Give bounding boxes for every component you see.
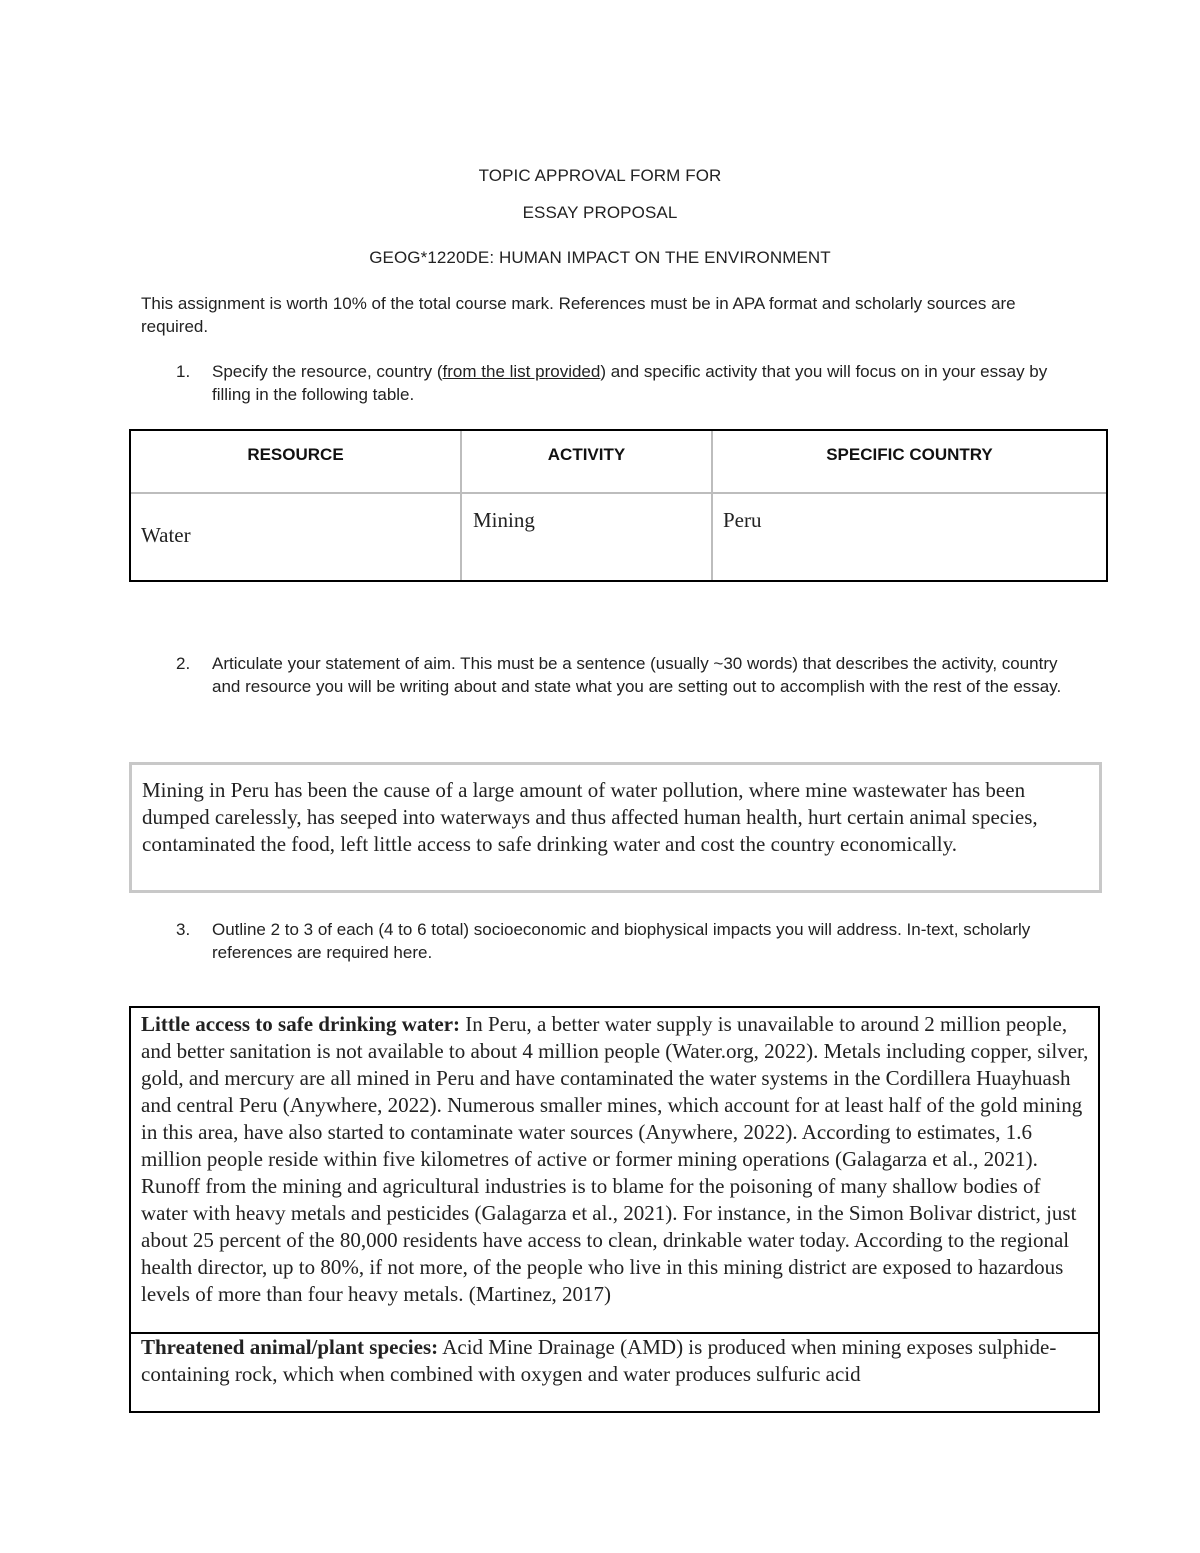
header-activity: ACTIVITY [547,445,626,464]
header-resource: RESOURCE [247,445,344,464]
question-3 [176,918,1076,964]
impact-heading: Threatened animal/plant species: [141,1335,439,1359]
question-3-number: 3. [176,920,191,939]
question-1-text-after: ) and specific activity that you will focus on in your essay by filling in the following table. [212,362,1048,404]
impact-body: Acid Mine Drainage (AMD) is produced when mining exposes sulphide-containing rock, which when combined with oxygen and water produces sulfuric acid [141,1335,1057,1386]
resource-table [129,429,1108,582]
question-1-text-before: Specify the resource, country ( [212,362,443,381]
impact-drinking-water [141,1011,1091,1308]
impact-heading: Little access to safe drinking water: [141,1012,461,1036]
form-title-line1: TOPIC APPROVAL FORM FOR [478,166,722,185]
header-specific-country: SPECIFIC COUNTRY [826,445,993,464]
question-1-number: 1. [176,362,191,381]
question-3-text: Outline 2 to 3 of each (4 to 6 total) socioeconomic and biophysical impacts you will address. In-text, scholarly references are required here. [212,920,1031,962]
course-title: GEOG*1220DE: HUMAN IMPACT ON THE ENVIRONMENT [369,248,831,267]
cell-country: Peru [723,508,762,532]
form-title-line2: ESSAY PROPOSAL [522,203,678,222]
cell-activity: Mining [473,508,535,532]
country-list-reference: from the list provided [442,362,601,381]
impact-body: In Peru, a better water supply is unavailable to around 2 million people, and better sanitation is not available to about 4 million people (Water.org, 2022). Metals including copper, silver, gold, and mercury are all mined in Peru and have contaminated the water systems in the Cordillera Huayhuash and central Peru (Anywhere, 2022). Numerous smaller mines, which account for at least half of the gold mining in this area, have also started to contaminate water sources (Anywhere, 2022). According to estimates, 1.6 million people reside within five kilometres of active or former mining operations (Galagarza et al., 2021). Runoff from the mining and agricultural industries is to blame for the poisoning of many shallow bodies of water with heavy metals and pesticides (Galagarza et al., 2021). For instance, in the Simon Bolivar district, just about 25 percent of the 80,000 residents have access to clean, drinkable water today. According to the regional health director, up to 80%, if not more, of the people who live in this mining district are exposed to hazardous levels of more than four heavy metals. (Martinez, 2017) [141,1012,1089,1306]
question-2-number: 2. [176,654,191,673]
aim-statement-box [129,762,1102,893]
aim-statement-text: Mining in Peru has been the cause of a large amount of water pollution, where mine wastewater has been dumped carelessly, has seeped into waterways and thus affected human health, hurt certain animal species, contaminated the food, left little access to safe drinking water and cost the country economically. [142,778,1038,856]
impact-threatened-species [141,1334,1091,1388]
intro-paragraph: This assignment is worth 10% of the total course mark. References must be in APA format and scholarly sources are required. [141,294,1016,336]
question-1 [176,360,1076,406]
table-row-divider [131,492,1106,494]
question-2 [176,652,1076,698]
cell-resource: Water [141,523,191,547]
question-2-text: Articulate your statement of aim. This must be a sentence (usually ~30 words) that describes the activity, country and resource you will be writing about and state what you are setting out to accomplish with the rest of the essay. [212,654,1062,696]
impacts-table [129,1006,1100,1413]
question-1-text [212,360,1076,406]
